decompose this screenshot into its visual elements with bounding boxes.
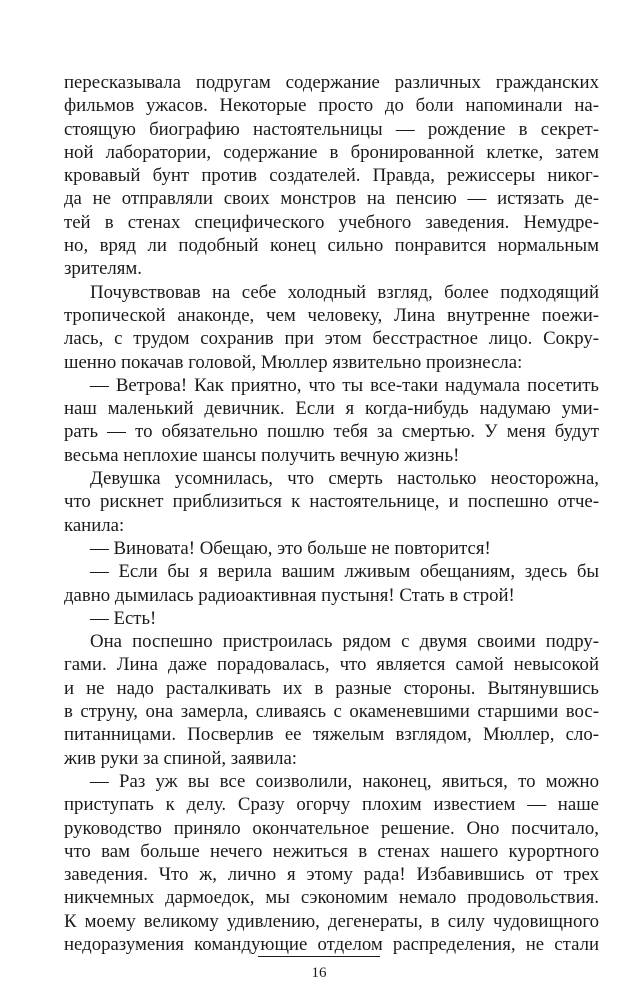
text-line: рать — то обязательно пошлю тебя за смертью. У меня будут xyxy=(64,421,599,443)
text-line: тропической анаконде, чем человеку, Лина внутренне поежи- xyxy=(64,304,599,326)
text-line: да не отправляли своих монстров на пенсию — истязать де- xyxy=(64,188,599,210)
text-line: недоразумения командующие отделом распределения, не стали xyxy=(64,933,599,955)
text-line: канила: xyxy=(64,514,125,536)
text-line: заведения. Что ж, лично я этому рада! Избавившись от трех xyxy=(64,864,599,886)
text-line: — Виновата! Обещаю, это больше не повторится! xyxy=(90,537,491,559)
text-line: ной лаборатории, содержание в бронированной клетке, затем xyxy=(64,141,599,163)
text-line: питанницами. Посверлив ее тяжелым взглядом, Мюллер, сло- xyxy=(64,724,599,746)
paragraph xyxy=(64,630,599,770)
paragraph xyxy=(64,467,599,537)
text-line: — Ветрова! Как приятно, что ты все-таки надумала посетить xyxy=(90,374,599,396)
text-line: жив руки за спиной, заявила: xyxy=(64,747,298,769)
text-line: гами. Лина даже порадовалась, что является самой невысокой xyxy=(64,654,599,676)
paragraph xyxy=(64,537,599,560)
text-line: кровавый бунт против создателей. Правда, режиссеры никог- xyxy=(64,165,599,187)
text-line: весьма неплохие шансы получить вечную жизнь! xyxy=(64,444,460,466)
text-line: никчемных дармоедок, мы сэкономим немало продовольствия. xyxy=(64,887,599,909)
text-line: Девушка усомнилась, что смерть настолько неосторожна, xyxy=(90,468,599,490)
text-line: приступать к делу. Сразу огорчу плохим известием — наше xyxy=(64,794,599,816)
page-number: 16 xyxy=(311,965,327,981)
text-line: тей в стенах специфического учебного заведения. Немудре- xyxy=(64,211,599,233)
text-line: Почувствовав на себе холодный взгляд, более подходящий xyxy=(90,281,599,303)
text-line: — Раз уж вы все соизволили, наконец, явиться, то можно xyxy=(90,770,599,792)
paragraph xyxy=(64,281,599,374)
text-line: лась, с трудом сохранив при этом бесстрастное лицо. Сокру- xyxy=(64,328,599,350)
paragraph xyxy=(64,560,599,607)
text-line: стоящую биографию настоятельницы — рождение в секрет- xyxy=(64,118,599,140)
text-line: Она поспешно пристроилась рядом с двумя своими подру- xyxy=(90,631,599,653)
paragraph xyxy=(64,374,599,467)
text-line: фильмов ужасов. Некоторые просто до боли напоминали на- xyxy=(64,95,599,117)
text-line: что вам больше нечего нежиться в стенах нашего курортного xyxy=(64,840,599,862)
text-line: давно дымилась радиоактивная пустыня! Стать в строй! xyxy=(64,584,515,606)
text-line: — Есть! xyxy=(90,607,157,629)
text-line: К моему великому удивлению, дегенераты, в силу чудовищного xyxy=(64,910,599,932)
text-line: пересказывала подругам содержание различных гражданских xyxy=(64,72,599,93)
text-line: что рискнет приблизиться к настоятельнице, и поспешно отче- xyxy=(64,491,599,513)
paragraph xyxy=(64,607,599,630)
paragraph xyxy=(64,770,599,956)
paragraph xyxy=(64,71,599,281)
footer-rule xyxy=(258,956,380,957)
text-line: шенно покачав головой, Мюллер язвительно произнесла: xyxy=(64,351,523,373)
text-line: руководство приняло окончательное решение. Оно посчитало, xyxy=(64,817,599,839)
text-line: — Если бы я верила вашим лживым обещаниям, здесь бы xyxy=(90,561,599,583)
text-line: в струну, она замерла, сливаясь с окаменевшими старшими вос- xyxy=(64,701,599,723)
text-line: но, вряд ли подобный конец сильно понравится нормальным xyxy=(64,235,599,257)
page-body-text xyxy=(64,71,599,956)
text-line: и не надо расталкивать их в разные стороны. Вытянувшись xyxy=(64,677,599,699)
text-line: наш маленький девичник. Если я когда-нибудь надумаю уми- xyxy=(64,398,599,420)
text-line: зрителям. xyxy=(64,258,142,280)
